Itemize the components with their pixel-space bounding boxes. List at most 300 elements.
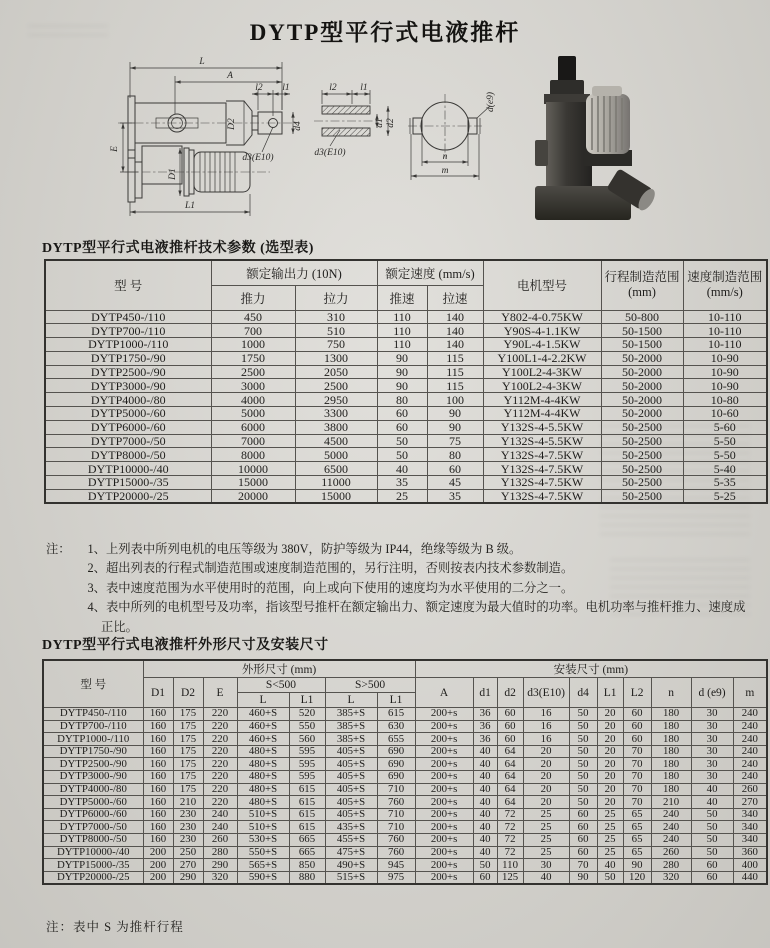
- col-header-D1: D1: [143, 678, 173, 708]
- dim-label-L: L: [199, 57, 205, 67]
- value-cell: 460+S: [237, 720, 289, 733]
- value-cell: 110: [377, 310, 427, 324]
- col-header-L-gt: L: [325, 693, 377, 708]
- value-cell: 405+S: [325, 758, 377, 771]
- value-cell: 35: [427, 489, 483, 503]
- dim-label-L1: L1: [184, 201, 196, 211]
- value-cell: 40: [523, 871, 569, 884]
- value-cell: 530+S: [237, 833, 289, 846]
- value-cell: 480+S: [237, 758, 289, 771]
- value-cell: 5000: [295, 448, 377, 462]
- dim-label-d1: d1: [375, 118, 385, 128]
- model-cell: DYTP20000-/25: [43, 871, 143, 884]
- value-cell: 760: [377, 796, 415, 809]
- notes-block: [46, 540, 748, 637]
- value-cell: 595: [289, 770, 325, 783]
- value-cell: 175: [173, 758, 203, 771]
- value-cell: 10000: [211, 462, 295, 476]
- value-cell: 125: [497, 871, 523, 884]
- value-cell: 1000: [211, 338, 295, 352]
- value-cell: 160: [143, 796, 173, 809]
- value-cell: Y100L1-4-2.2KW: [483, 351, 601, 365]
- value-cell: 15000: [211, 476, 295, 490]
- value-cell: 140: [427, 310, 483, 324]
- col-header-d2: d2: [497, 678, 523, 708]
- value-cell: 5000: [211, 407, 295, 421]
- value-cell: 30: [691, 720, 733, 733]
- value-cell: 30: [523, 859, 569, 872]
- model-cell: DYTP1750-/90: [45, 351, 211, 365]
- value-cell: 60: [497, 708, 523, 721]
- dim-label-D1: D1: [168, 168, 178, 180]
- value-cell: 90: [377, 365, 427, 379]
- value-cell: 25: [523, 808, 569, 821]
- value-cell: 210: [651, 796, 691, 809]
- value-cell: 710: [377, 783, 415, 796]
- value-cell: 115: [427, 365, 483, 379]
- model-cell: DYTP1000-/110: [43, 733, 143, 746]
- value-cell: 750: [295, 338, 377, 352]
- value-cell: 160: [143, 708, 173, 721]
- value-cell: 20: [523, 796, 569, 809]
- value-cell: 50-2000: [601, 365, 683, 379]
- table-row: [45, 448, 767, 462]
- col-header-s-lt-500: S<500: [237, 678, 325, 693]
- value-cell: 1750: [211, 351, 295, 365]
- value-cell: 50: [691, 808, 733, 821]
- value-cell: 175: [173, 733, 203, 746]
- value-cell: 60: [427, 462, 483, 476]
- value-cell: 290: [203, 859, 237, 872]
- model-cell: DYTP2500-/90: [43, 758, 143, 771]
- value-cell: 40: [473, 783, 497, 796]
- value-cell: 20: [523, 745, 569, 758]
- value-cell: 160: [143, 821, 173, 834]
- speed-range-line2: (mm/s): [706, 285, 743, 300]
- table-row: [43, 783, 767, 796]
- table-row: [43, 770, 767, 783]
- section1-title: DYTP型平行式电液推杆技术参数 (选型表): [42, 241, 314, 256]
- value-cell: 50-2500: [601, 448, 683, 462]
- value-cell: 220: [203, 770, 237, 783]
- model-cell: DYTP700-/110: [45, 324, 211, 338]
- value-cell: 690: [377, 745, 415, 758]
- value-cell: 50: [377, 434, 427, 448]
- value-cell: 6000: [211, 420, 295, 434]
- model-cell: DYTP3000-/90: [45, 379, 211, 393]
- value-cell: 480+S: [237, 745, 289, 758]
- value-cell: 25: [523, 846, 569, 859]
- value-cell: 665: [289, 846, 325, 859]
- value-cell: 710: [377, 808, 415, 821]
- value-cell: 140: [427, 338, 483, 352]
- value-cell: Y802-4-0.75KW: [483, 310, 601, 324]
- model-cell: DYTP450-/110: [45, 310, 211, 324]
- value-cell: 72: [497, 846, 523, 859]
- value-cell: 16: [523, 708, 569, 721]
- value-cell: 210: [173, 796, 203, 809]
- value-cell: Y132S-4-7.5KW: [483, 489, 601, 503]
- col-header-d3E10: d3(E10): [523, 678, 569, 708]
- value-cell: 2050: [295, 365, 377, 379]
- specs-table: [44, 259, 768, 504]
- model-cell: DYTP5000-/60: [45, 407, 211, 421]
- value-cell: 60: [497, 733, 523, 746]
- value-cell: 64: [497, 770, 523, 783]
- col-header-rated-force: 额定输出力 (10N): [211, 260, 377, 285]
- value-cell: 180: [651, 745, 691, 758]
- value-cell: 240: [733, 758, 767, 771]
- table-row: [43, 808, 767, 821]
- model-cell: DYTP15000-/35: [45, 476, 211, 490]
- value-cell: 400: [733, 859, 767, 872]
- value-cell: 220: [203, 720, 237, 733]
- table-row: [45, 407, 767, 421]
- col-header-L-lt: L: [237, 693, 289, 708]
- value-cell: 200+s: [415, 833, 473, 846]
- value-cell: 20: [523, 770, 569, 783]
- value-cell: 440: [733, 871, 767, 884]
- note-item: 1、上列表中所列电机的电压等级为 380V，防护等级为 IP44，绝缘等级为 B 级。: [87, 542, 522, 556]
- model-cell: DYTP20000-/25: [45, 489, 211, 503]
- value-cell: 50-1500: [601, 338, 683, 352]
- value-cell: 50: [473, 859, 497, 872]
- table-row: [45, 393, 767, 407]
- value-cell: 40: [473, 808, 497, 821]
- value-cell: Y132S-4-5.5KW: [483, 434, 601, 448]
- value-cell: 550+S: [237, 846, 289, 859]
- value-cell: 405+S: [325, 745, 377, 758]
- value-cell: 40: [473, 758, 497, 771]
- value-cell: 655: [377, 733, 415, 746]
- value-cell: 880: [289, 871, 325, 884]
- dim-label-l2: l2: [329, 83, 337, 93]
- value-cell: 50: [569, 758, 597, 771]
- table-row: [43, 720, 767, 733]
- value-cell: 3800: [295, 420, 377, 434]
- value-cell: 260: [203, 833, 237, 846]
- value-cell: 50-2500: [601, 462, 683, 476]
- value-cell: 50: [691, 833, 733, 846]
- stroke-range-line1: 行程制造范围: [604, 269, 680, 284]
- value-cell: 50-2500: [601, 489, 683, 503]
- table-row: [43, 796, 767, 809]
- model-cell: DYTP6000-/60: [43, 808, 143, 821]
- value-cell: Y90L-4-1.5KW: [483, 338, 601, 352]
- value-cell: 2500: [211, 365, 295, 379]
- value-cell: 460+S: [237, 733, 289, 746]
- model-cell: DYTP15000-/35: [43, 859, 143, 872]
- col-header-L1-lt: L1: [289, 693, 325, 708]
- value-cell: Y100L2-4-3KW: [483, 379, 601, 393]
- technical-drawing: [30, 48, 742, 238]
- value-cell: 160: [143, 758, 173, 771]
- col-header-d4: d4: [569, 678, 597, 708]
- value-cell: 175: [173, 770, 203, 783]
- value-cell: 200+s: [415, 871, 473, 884]
- value-cell: 30: [691, 733, 733, 746]
- value-cell: 240: [733, 745, 767, 758]
- table-row: [45, 324, 767, 338]
- value-cell: 230: [173, 833, 203, 846]
- value-cell: 115: [427, 351, 483, 365]
- value-cell: 70: [623, 783, 651, 796]
- value-cell: 115: [427, 379, 483, 393]
- value-cell: 340: [733, 821, 767, 834]
- value-cell: 220: [203, 733, 237, 746]
- value-cell: 240: [651, 808, 691, 821]
- value-cell: 480+S: [237, 783, 289, 796]
- value-cell: 180: [651, 783, 691, 796]
- value-cell: 110: [497, 859, 523, 872]
- value-cell: 690: [377, 758, 415, 771]
- value-cell: 200+s: [415, 758, 473, 771]
- value-cell: 20: [597, 796, 623, 809]
- value-cell: 220: [203, 745, 237, 758]
- value-cell: 360: [733, 846, 767, 859]
- value-cell: 510+S: [237, 808, 289, 821]
- value-cell: 10-60: [683, 407, 767, 421]
- value-cell: 50: [377, 448, 427, 462]
- value-cell: 270: [733, 796, 767, 809]
- value-cell: 560: [289, 733, 325, 746]
- value-cell: 40: [473, 846, 497, 859]
- value-cell: 4000: [211, 393, 295, 407]
- value-cell: 90: [623, 859, 651, 872]
- value-cell: 50: [569, 733, 597, 746]
- value-cell: 110: [377, 324, 427, 338]
- value-cell: 65: [623, 833, 651, 846]
- value-cell: 10-110: [683, 338, 767, 352]
- value-cell: 160: [143, 783, 173, 796]
- col-header-de9: d (e9): [691, 678, 733, 708]
- value-cell: 50-2000: [601, 351, 683, 365]
- value-cell: 40: [691, 783, 733, 796]
- value-cell: 175: [173, 745, 203, 758]
- value-cell: 175: [173, 720, 203, 733]
- value-cell: 10-110: [683, 324, 767, 338]
- value-cell: 760: [377, 846, 415, 859]
- value-cell: 11000: [295, 476, 377, 490]
- value-cell: 340: [733, 808, 767, 821]
- table-row: [45, 434, 767, 448]
- value-cell: 160: [143, 720, 173, 733]
- value-cell: 20: [597, 733, 623, 746]
- value-cell: 90: [377, 351, 427, 365]
- value-cell: 65: [623, 846, 651, 859]
- model-cell: DYTP8000-/50: [45, 448, 211, 462]
- value-cell: 20: [523, 758, 569, 771]
- col-header-motor: 电机型号: [483, 260, 601, 310]
- value-cell: 140: [427, 324, 483, 338]
- value-cell: 160: [143, 833, 173, 846]
- value-cell: 50: [569, 770, 597, 783]
- value-cell: 90: [427, 407, 483, 421]
- value-cell: 1300: [295, 351, 377, 365]
- value-cell: 515+S: [325, 871, 377, 884]
- value-cell: 945: [377, 859, 415, 872]
- table-row: [43, 733, 767, 746]
- value-cell: 40: [473, 821, 497, 834]
- value-cell: 10-90: [683, 379, 767, 393]
- value-cell: 70: [623, 758, 651, 771]
- value-cell: 435+S: [325, 821, 377, 834]
- value-cell: 7000: [211, 434, 295, 448]
- value-cell: 40: [597, 859, 623, 872]
- col-header-A: A: [415, 678, 473, 708]
- value-cell: 20: [597, 770, 623, 783]
- value-cell: Y100L2-4-3KW: [483, 365, 601, 379]
- value-cell: 230: [173, 821, 203, 834]
- value-cell: 405+S: [325, 796, 377, 809]
- value-cell: 36: [473, 720, 497, 733]
- value-cell: 200+s: [415, 796, 473, 809]
- value-cell: 65: [623, 821, 651, 834]
- value-cell: 35: [377, 476, 427, 490]
- value-cell: 240: [651, 833, 691, 846]
- value-cell: 50: [569, 796, 597, 809]
- value-cell: 240: [203, 808, 237, 821]
- value-cell: 20: [597, 758, 623, 771]
- value-cell: 460+S: [237, 708, 289, 721]
- dim-label-D2: D2: [227, 118, 237, 130]
- value-cell: 160: [143, 808, 173, 821]
- value-cell: 200+s: [415, 733, 473, 746]
- value-cell: 180: [651, 708, 691, 721]
- table-row: [45, 365, 767, 379]
- dim-label-m: m: [441, 166, 449, 176]
- col-header-n: n: [651, 678, 691, 708]
- note-item: 3、表中速度范围为水平使用时的范围，向上或向下使用的速度均为水平使用的二分之一。: [87, 580, 574, 595]
- table-row: [45, 351, 767, 365]
- value-cell: 200+s: [415, 770, 473, 783]
- value-cell: 64: [497, 758, 523, 771]
- value-cell: 25: [597, 808, 623, 821]
- value-cell: 405+S: [325, 808, 377, 821]
- value-cell: 72: [497, 808, 523, 821]
- value-cell: 25: [523, 833, 569, 846]
- value-cell: 80: [377, 393, 427, 407]
- col-header-pull-force: 拉力: [295, 285, 377, 310]
- value-cell: 200: [143, 871, 173, 884]
- value-cell: 50: [569, 745, 597, 758]
- dim-label-d4: d4: [293, 121, 303, 131]
- value-cell: 280: [203, 846, 237, 859]
- value-cell: Y132S-4-7.5KW: [483, 448, 601, 462]
- value-cell: 40: [473, 745, 497, 758]
- value-cell: 690: [377, 770, 415, 783]
- dim-label-A: A: [227, 71, 233, 81]
- value-cell: 36: [473, 708, 497, 721]
- value-cell: 520: [289, 708, 325, 721]
- dim-label-d3: d3(E10): [242, 153, 274, 163]
- value-cell: 40: [473, 770, 497, 783]
- value-cell: 60: [569, 846, 597, 859]
- value-cell: 200: [143, 859, 173, 872]
- value-cell: 65: [623, 808, 651, 821]
- model-cell: DYTP4000-/80: [45, 393, 211, 407]
- value-cell: 50: [691, 821, 733, 834]
- model-cell: DYTP8000-/50: [43, 833, 143, 846]
- model-cell: DYTP1750-/90: [43, 745, 143, 758]
- model-cell: DYTP4000-/80: [43, 783, 143, 796]
- value-cell: 405+S: [325, 783, 377, 796]
- table-row: [43, 708, 767, 721]
- value-cell: 30: [691, 770, 733, 783]
- value-cell: 70: [623, 796, 651, 809]
- table-row: [45, 420, 767, 434]
- value-cell: 60: [377, 407, 427, 421]
- dim-label-l2: l2: [255, 83, 263, 93]
- model-cell: DYTP450-/110: [43, 708, 143, 721]
- value-cell: 80: [427, 448, 483, 462]
- value-cell: 5-50: [683, 434, 767, 448]
- model-cell: DYTP7000-/50: [43, 821, 143, 834]
- value-cell: 385+S: [325, 733, 377, 746]
- value-cell: 240: [733, 733, 767, 746]
- value-cell: 64: [497, 745, 523, 758]
- value-cell: 200+s: [415, 859, 473, 872]
- value-cell: 160: [143, 745, 173, 758]
- value-cell: 72: [497, 833, 523, 846]
- col-header-model: 型 号: [45, 260, 211, 310]
- value-cell: 615: [289, 808, 325, 821]
- value-cell: 16: [523, 733, 569, 746]
- value-cell: 510+S: [237, 821, 289, 834]
- table-row: [43, 833, 767, 846]
- value-cell: 200+s: [415, 783, 473, 796]
- table-row: [43, 758, 767, 771]
- value-cell: 50: [691, 846, 733, 859]
- value-cell: Y112M-4-4KW: [483, 407, 601, 421]
- note-item: 2、超出列表的行程式制造范围或速度制造范围的，另行注明，否则按表内技术参数制造。: [87, 561, 574, 576]
- col-header-d1: d1: [473, 678, 497, 708]
- value-cell: 90: [377, 379, 427, 393]
- model-cell: DYTP1000-/110: [45, 338, 211, 352]
- value-cell: 20: [597, 745, 623, 758]
- rod-end-section-view: [314, 83, 396, 158]
- value-cell: 200+s: [415, 708, 473, 721]
- table-row: [45, 489, 767, 503]
- table-row: [43, 859, 767, 872]
- dimensions-table: [42, 659, 768, 885]
- value-cell: 160: [143, 733, 173, 746]
- value-cell: 4500: [295, 434, 377, 448]
- col-header-push-speed: 推速: [377, 285, 427, 310]
- value-cell: 5-40: [683, 462, 767, 476]
- value-cell: 220: [203, 783, 237, 796]
- value-cell: 630: [377, 720, 415, 733]
- section2-title: DYTP型平行式电液推杆外形尺寸及安装尺寸: [42, 638, 329, 653]
- value-cell: 120: [623, 871, 651, 884]
- value-cell: 50-2000: [601, 379, 683, 393]
- value-cell: 36: [473, 733, 497, 746]
- stroke-range-line2: (mm): [628, 285, 656, 300]
- bottom-note: 注：表中 S 为推杆行程: [46, 920, 184, 934]
- col-header-speed-range: [683, 260, 767, 310]
- value-cell: 25: [523, 821, 569, 834]
- value-cell: 455+S: [325, 833, 377, 846]
- value-cell: 200+s: [415, 745, 473, 758]
- value-cell: 70: [623, 770, 651, 783]
- trunnion-circular-view: [408, 92, 496, 180]
- value-cell: 15000: [295, 489, 377, 503]
- value-cell: 10-80: [683, 393, 767, 407]
- value-cell: 110: [377, 338, 427, 352]
- value-cell: 60: [473, 871, 497, 884]
- value-cell: 615: [289, 821, 325, 834]
- col-header-m: m: [733, 678, 767, 708]
